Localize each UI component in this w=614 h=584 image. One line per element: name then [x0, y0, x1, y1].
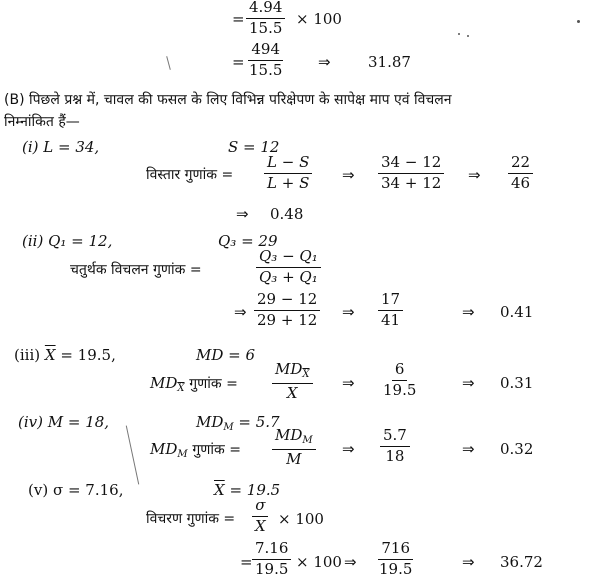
fraction — [378, 155, 444, 192]
quartile-deviation-coefficient-label: चतुर्थक विचलन गुणांक = — [70, 262, 202, 278]
fraction — [272, 428, 316, 467]
fraction-numerator: 34 − 12 — [378, 155, 444, 174]
times-hundred: × 100 — [296, 10, 342, 28]
fraction — [256, 249, 321, 286]
fraction-denominator: 15.5 — [249, 60, 283, 79]
times-hundred: × 100 — [296, 553, 342, 571]
fraction — [252, 498, 269, 535]
fraction-denominator: 18 — [385, 446, 405, 465]
md-median-value: $MD_M = 5.7$ — [196, 413, 280, 433]
q3-value: Q₃ = 29 — [218, 232, 278, 250]
implies-arrow: ⇒ — [462, 303, 475, 321]
implies-arrow: ⇒ — [462, 374, 475, 392]
fraction-denominator: M — [286, 449, 302, 468]
fraction-denominator: 46 — [511, 173, 531, 192]
fraction — [376, 541, 415, 578]
implies-arrow: ⇒ — [462, 553, 475, 571]
scan-mark — [166, 56, 171, 70]
equals-sign: = — [232, 53, 245, 71]
fraction — [264, 155, 312, 192]
result-value: 0.41 — [500, 303, 534, 321]
part-iii-label: (iii) $\overline{X} = 19.5$, — [14, 346, 116, 364]
implies-arrow: ⇒ — [234, 303, 247, 321]
s-value: S = 12 — [228, 138, 280, 156]
implies-arrow: ⇒ — [236, 205, 249, 223]
fraction-numerator: 17 — [378, 292, 403, 311]
equals-sign: = — [240, 553, 253, 571]
implies-arrow: ⇒ — [342, 166, 355, 184]
result-value: 0.31 — [500, 374, 534, 392]
fraction — [246, 0, 285, 37]
fraction — [508, 155, 533, 192]
scan-speck — [458, 33, 460, 35]
fraction-numerator: $MD_M$ — [272, 428, 316, 450]
fraction-denominator: $\overline{X}$ — [286, 383, 298, 402]
part-ii-label: (ii) Q₁ = 12, — [22, 232, 113, 250]
fraction — [246, 42, 285, 79]
fraction-denominator: 29 + 12 — [257, 310, 318, 329]
fraction — [380, 428, 410, 465]
implies-arrow: ⇒ — [342, 374, 355, 392]
implies-arrow: ⇒ — [342, 303, 355, 321]
part-i-label: (i) L = 34, — [22, 138, 100, 156]
fraction-numerator: 716 — [378, 541, 413, 560]
result-value: 36.72 — [500, 553, 543, 571]
fraction-numerator: 7.16 — [252, 541, 291, 560]
fraction-denominator: L + S — [267, 173, 310, 192]
fraction-denominator: 19.5 — [383, 380, 417, 399]
md-median-coefficient-label: $MD_M$ गुणांक = — [150, 440, 241, 460]
part-iv-label: (iv) M = 18, — [18, 413, 110, 431]
implies-arrow: ⇒ — [342, 440, 355, 458]
fraction — [380, 362, 419, 399]
fraction-numerator: 29 − 12 — [254, 292, 320, 311]
result-value: 31.87 — [368, 53, 411, 71]
section-b-line2: निम्नांकित हैं— — [4, 114, 80, 130]
fraction — [272, 362, 313, 401]
scan-mark — [126, 426, 139, 485]
fraction — [254, 292, 320, 329]
fraction-numerator: 5.7 — [380, 428, 410, 447]
md-mean-coefficient-label: $MD_{\overline{X}}$ गुणांक = — [150, 374, 238, 394]
times-hundred: × 100 — [278, 510, 324, 528]
equals-sign: = — [232, 10, 245, 28]
xbar-value: $\overline{X} = 19.5$ — [214, 481, 281, 499]
result-value: 0.48 — [270, 205, 304, 223]
implies-arrow: ⇒ — [318, 53, 331, 71]
fraction-numerator: 494 — [248, 42, 283, 61]
fraction-numerator: Q₃ − Q₁ — [256, 249, 321, 268]
fraction-denominator: Q₃ + Q₁ — [259, 267, 318, 286]
section-b-line1: (B) पिछले प्रश्न में, चावल की फसल के लिए विभिन्न परिक्षेपण के सापेक्ष माप एवं विचलन — [4, 92, 452, 108]
scan-speck — [467, 35, 469, 37]
implies-arrow: ⇒ — [468, 166, 481, 184]
fraction-denominator: 15.5 — [249, 18, 283, 37]
fraction-denominator: 19.5 — [379, 559, 413, 578]
scan-speck — [577, 20, 580, 23]
fraction-denominator: 34 + 12 — [381, 173, 442, 192]
result-value: 0.32 — [500, 440, 534, 458]
fraction — [378, 292, 403, 329]
fraction-denominator: 19.5 — [255, 559, 289, 578]
implies-arrow: ⇒ — [462, 440, 475, 458]
variation-coefficient-label: विचरण गुणांक = — [146, 511, 236, 527]
range-coefficient-label: विस्तार गुणांक = — [146, 167, 234, 183]
fraction-numerator: σ — [252, 498, 268, 517]
part-v-label: (v) σ = 7.16, — [28, 481, 124, 499]
fraction — [252, 541, 291, 578]
implies-arrow: ⇒ — [344, 553, 357, 571]
fraction-numerator: L − S — [264, 155, 312, 174]
fraction-numerator: 22 — [508, 155, 533, 174]
fraction-numerator: $MD_{\overline{X}}$ — [272, 362, 313, 384]
fraction-numerator: 4.94 — [246, 0, 285, 19]
fraction-denominator: 41 — [381, 310, 401, 329]
fraction-denominator: X — [255, 516, 266, 535]
fraction-numerator: 6 — [392, 362, 408, 381]
md-mean-value: MD = 6 — [196, 346, 256, 364]
